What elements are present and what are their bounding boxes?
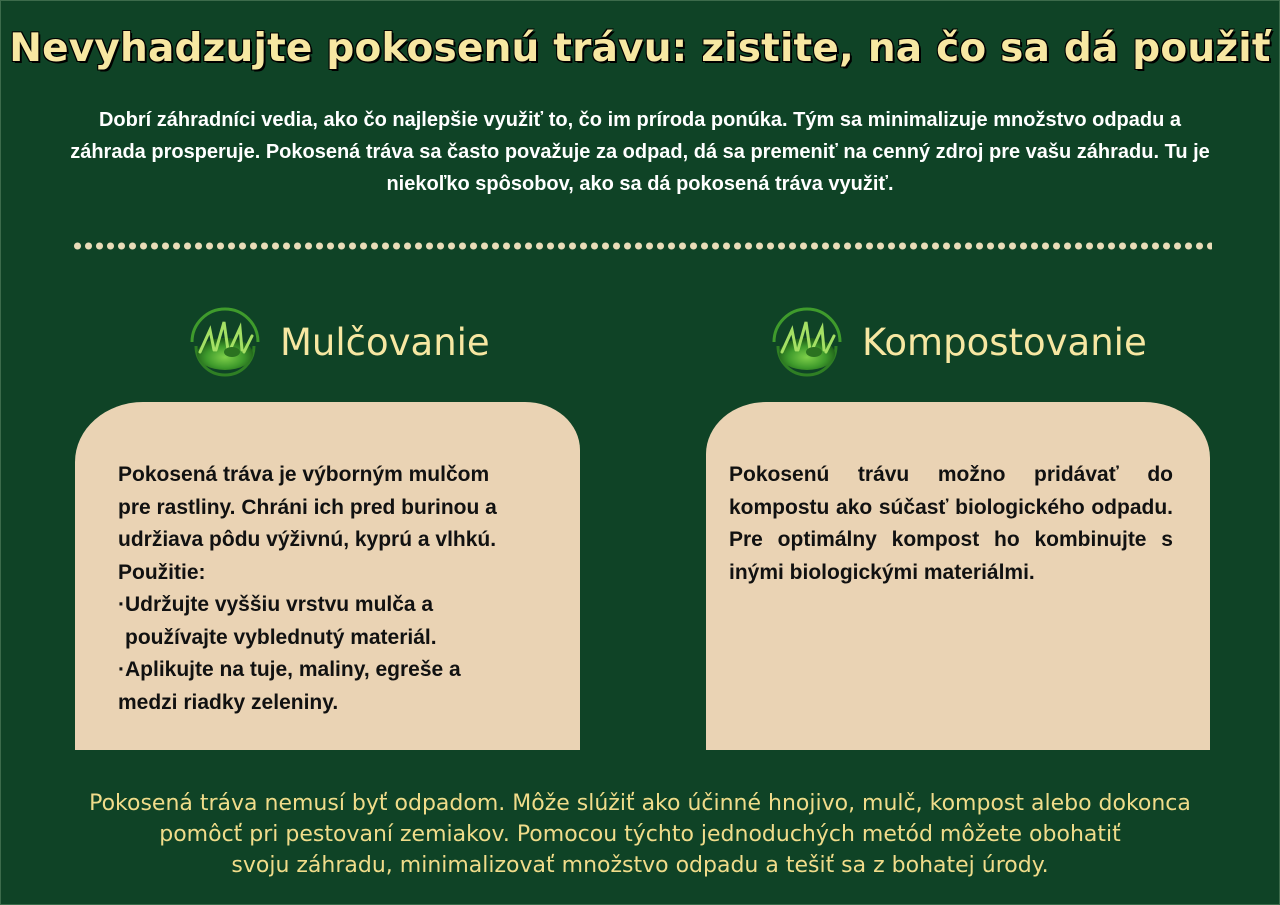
- footer-line: svoju záhradu, minimalizovať množstvo odpadu a tešiť sa z bohatej úrody.: [231, 853, 1049, 878]
- card-line: Použitie:: [118, 560, 206, 584]
- composting-card-text: Pokosenú trávu možno pridávať do kompostu ako súčasť biologického odpadu. Pre optimálny kompost ho kombinujte s inými biologickými materiálmi.: [729, 463, 1173, 584]
- mulching-card-text: [118, 459, 558, 719]
- grass-nest-icon: [768, 302, 846, 378]
- card-line: Pokosená tráva je výborným mulčom: [118, 463, 490, 486]
- composting-card: [706, 402, 1210, 750]
- card-line: medzi riadky zeleniny.: [118, 690, 339, 714]
- section-header-mulching: [186, 302, 490, 378]
- footer-line: pomôcť pri pestovaní zemiakov. Pomocou týchto jednoduchých metód môžete obohatiť: [159, 822, 1121, 847]
- card-line: ·Udržujte vyššiu vrstvu mulča a: [118, 593, 434, 616]
- card-line: pre rastliny. Chráni ich pred burinou a: [118, 495, 497, 519]
- intro-text: Dobrí záhradníci vedia, ako čo najlepšie využiť to, čo im príroda ponúka. Tým sa minimalizuje množstvo odpadu a záhrada prosperuje. Pokosená tráva sa často považuje za odpad, dá sa premeniť na cenný zdroj pre vašu záhradu. Tu je niekoľko spôsobov, ako sa dá pokosená tráva využiť.: [70, 109, 1210, 195]
- dotted-divider: [72, 240, 1212, 252]
- footer-line: Pokosená tráva nemusí byť odpadom. Môže slúžiť ako účinné hnojivo, mulč, kompost alebo dokonca: [89, 791, 1191, 816]
- footer-text: [40, 788, 1240, 881]
- card-line: ·Aplikujte na tuje, maliny, egreše a: [118, 658, 461, 681]
- card-line: udržiava pôdu výživnú, kyprú a vlhkú.: [118, 528, 497, 551]
- card-line: používajte vyblednutý materiál.: [125, 625, 437, 649]
- mulching-card: [75, 402, 580, 750]
- section-title-composting: Kompostovanie: [862, 320, 1147, 364]
- grass-nest-icon: [186, 302, 264, 378]
- section-header-composting: [768, 302, 1147, 378]
- section-title-mulching: Mulčovanie: [280, 320, 490, 364]
- page-title: Nevyhadzujte pokosenú trávu: zistite, na čo sa dá použiť: [9, 26, 1271, 71]
